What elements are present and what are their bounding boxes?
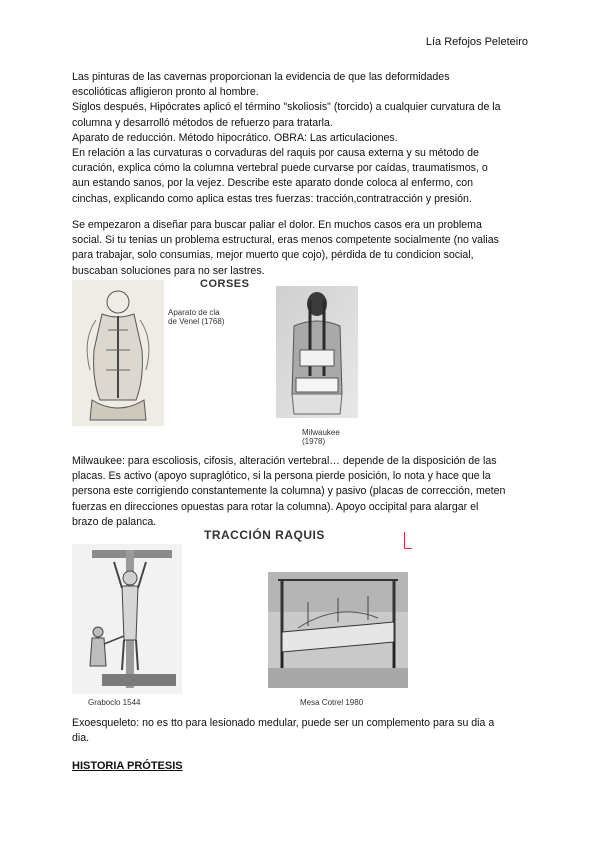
caption-milwaukee <box>302 428 340 446</box>
text-line: cinchas, explicando como aplica estas tres fuerzas: tracción,contratracción y presión. <box>72 192 472 205</box>
text-line: para trabajar, solo consumias, mejor muerto que cojo), pérdida de tu condicion social, <box>72 249 474 262</box>
text-line: Siglos después, Hipócrates aplicó el término "skoliosis" (torcido) a cualquier curvatura de la <box>72 101 501 114</box>
text-line: Aparato de reducción. Método hipocrático. OBRA: Las articulaciones. <box>72 131 398 144</box>
text-line: persona este corrigiendo constantemente la columna) y pasivo (placas de corrección, meten <box>72 485 506 498</box>
paragraph-social <box>72 218 532 279</box>
author-name: Lía Refojos Peleteiro <box>425 36 528 48</box>
paragraph-exoesqueleto <box>72 716 532 746</box>
text-line: fuerzas en direcciones opuestas para rotar la columna). Apoyo occipital para alargar el <box>72 500 479 513</box>
text-line: Se empezaron a diseñar para buscar paliar el dolor. En muchos casos era un problema <box>72 219 482 231</box>
figure-traccion-raquis <box>72 526 416 712</box>
text-line: Las pinturas de las cavernas proporcionan la evidencia de que las deformidades <box>72 71 450 83</box>
text-line: curación, explica cómo la columna vertebral puede curvarse por caídas, traumatismos, o <box>72 162 488 175</box>
text-line: escolióticas afligieron pronto al hombre. <box>72 86 259 99</box>
caption-venel <box>168 308 225 326</box>
text-line: social. Si tu tenias un problema estructural, eras menos competente socialmente (no valias <box>72 234 499 247</box>
section-heading-historia-protesis: HISTORIA PRÓTESIS <box>72 760 183 772</box>
milwaukee-brace-photo <box>276 286 358 418</box>
red-mark <box>404 532 405 548</box>
text-line: buscaban soluciones para no ser lastres. <box>72 264 265 277</box>
figure-title: CORSES <box>200 278 250 290</box>
graboclo-illustration <box>72 544 182 694</box>
text-line: En relación a las curvaturas o corvaduras del raquis por causa externa y su método de <box>72 147 479 160</box>
caption-line: (1978) <box>302 437 326 446</box>
text-line: aun estando sanos, por la vejez. Describe este aparato donde coloca al enfermo, con <box>72 177 474 190</box>
caption-line: de Venel (1768) <box>168 317 225 326</box>
text-line: columna y desarrolló métodos de refuerzo para tratarla. <box>72 116 333 129</box>
text-line: placas. Es activo (apoyo supraglótico, si la persona pierde posición, lo nota y hace que la <box>72 470 491 483</box>
text-line: dia. <box>72 732 90 745</box>
caption-line: Aparato de cla <box>168 308 220 317</box>
text-line: brazo de palanca. <box>72 515 157 528</box>
caption-line: Milwaukee <box>302 428 340 437</box>
caption-cotrel: Mesa Cotrel 1980 <box>300 698 364 707</box>
cotrel-table-photo <box>268 572 408 688</box>
caption-graboclo: Graboclo 1544 <box>88 698 141 707</box>
figure-corses <box>72 278 402 448</box>
text-line: Milwaukee: para escoliosis, cifosis, alteración vertebral… depende de la disposición de las <box>72 455 497 467</box>
figure-title: TRACCIÓN RAQUIS <box>204 528 325 542</box>
paragraph-history <box>72 70 532 207</box>
text-line: Exoesqueleto: no es tto para lesionado medular, puede ser un complemento para su dia a <box>72 717 495 729</box>
venel-apparatus-illustration <box>72 280 164 426</box>
red-mark <box>404 548 412 549</box>
paragraph-milwaukee <box>72 454 532 530</box>
